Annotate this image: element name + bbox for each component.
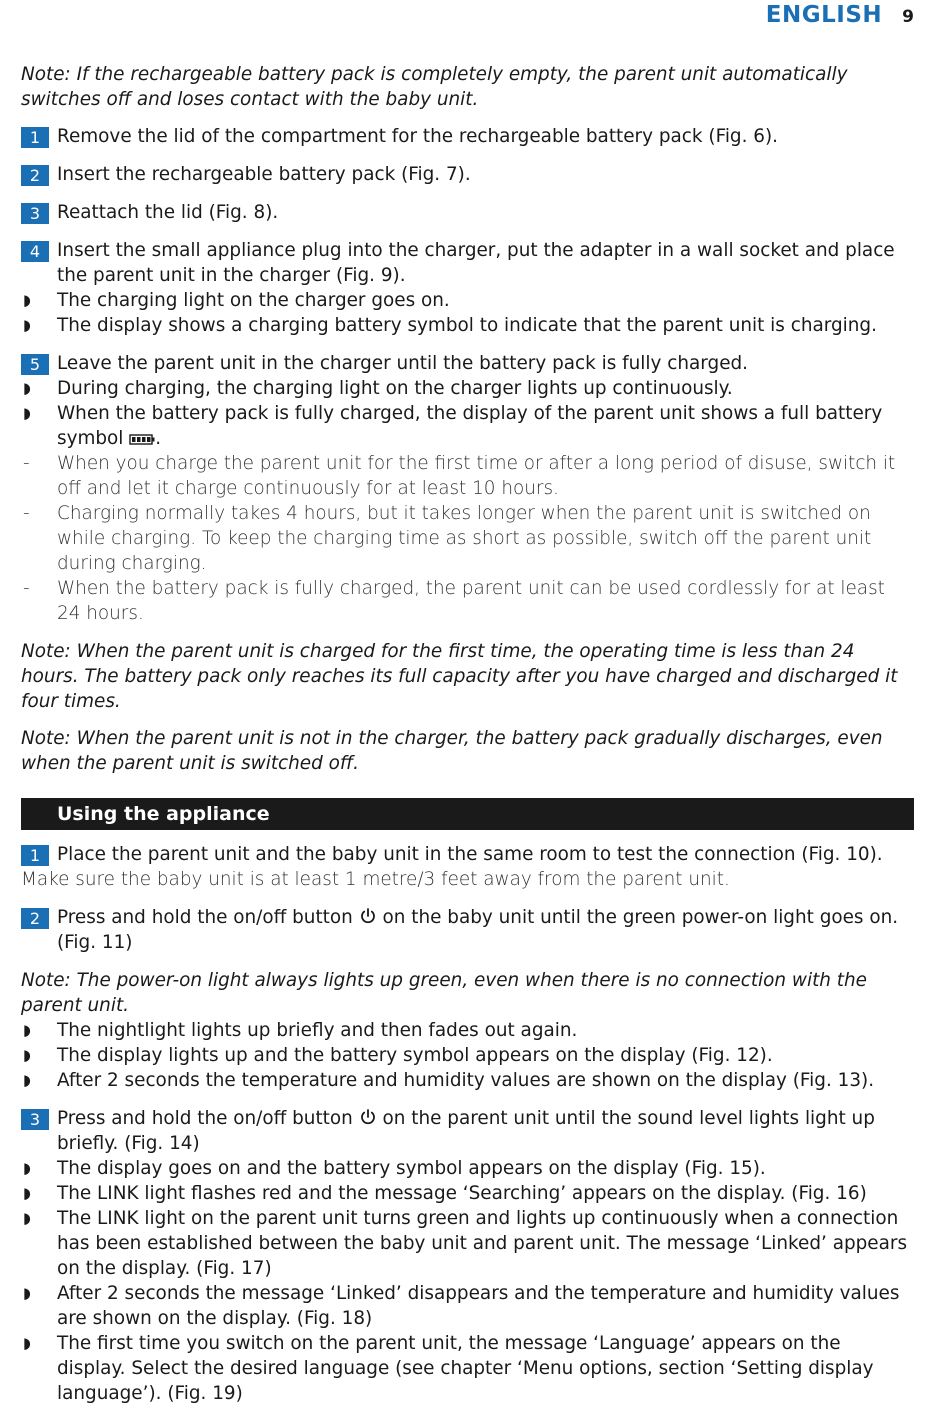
dash-marker: - — [23, 578, 30, 599]
step-number: 2 — [21, 165, 49, 186]
page-content — [21, 62, 914, 1406]
list-item — [21, 1206, 914, 1281]
step-3-reattach-lid — [21, 200, 914, 225]
step-5-leave-charging — [21, 351, 914, 376]
bullet-text: The display lights up and the battery symbol appears on the display (Fig. 12). — [57, 1045, 773, 1066]
triangle-bullet-icon: ◗ — [23, 316, 31, 334]
step-number: 1 — [21, 845, 49, 866]
step-text-cont: on the parent unit until the sound level lights light up briefly. (Fig. 14) — [57, 1108, 875, 1154]
step-text: Press and hold the on/off button — [57, 907, 353, 928]
step-text: Insert the rechargeable battery pack (Fig. 7). — [57, 164, 471, 185]
dash-text: When you charge the parent unit for the first time or after a long period of disuse, switch it off and let it charge continuously for at least 10 hours. — [57, 453, 896, 499]
step-number: 2 — [21, 908, 49, 929]
step-text: Press and hold the on/off button — [57, 1108, 353, 1129]
list-item — [21, 288, 914, 313]
list-item — [21, 1331, 914, 1406]
note-power-on-light: Note: The power-on light always lights up green, even when there is no connection with the parent unit. — [21, 970, 867, 1016]
note-battery-empty: Note: If the rechargeable battery pack is completely empty, the parent unit automatically switches off and loses contact with the baby unit. — [21, 64, 848, 110]
list-item — [21, 501, 914, 576]
section-heading: Using the appliance — [21, 798, 914, 830]
bullet-text: After 2 seconds the temperature and humidity values are shown on the display (Fig. 13). — [57, 1070, 875, 1091]
list-item — [21, 1156, 914, 1181]
triangle-bullet-icon: ◗ — [23, 291, 31, 309]
page-number: 9 — [902, 7, 914, 27]
triangle-bullet-icon: ◗ — [23, 1334, 31, 1352]
bullet-text: After 2 seconds the message ‘Linked’ disappears and the temperature and humidity values are shown on the display. (Fig. 18) — [57, 1283, 900, 1329]
list-item — [21, 1043, 914, 1068]
page-header — [766, 2, 914, 28]
step-text: Reattach the lid (Fig. 8). — [57, 202, 279, 223]
note-first-charge: Note: When the parent unit is charged for the first time, the operating time is less than 24 hours. The battery pack only reaches its full capacity after you have charged and discharged it four times. — [21, 641, 898, 712]
step-1-remove-lid — [21, 124, 914, 149]
step-4-charger — [21, 238, 914, 288]
bullet-text: The charging light on the charger goes on. — [57, 290, 450, 311]
dash-marker: - — [23, 453, 30, 474]
list-item — [21, 576, 914, 626]
step-extra-text: Make sure the baby unit is at least 1 metre/3 feet away from the parent unit. — [21, 869, 730, 890]
bullet-text: The nightlight lights up briefly and then fades out again. — [57, 1020, 578, 1041]
step-text-cont: on the baby unit until the green power-on light goes on. (Fig. 11) — [57, 907, 899, 953]
note-discharge: Note: When the parent unit is not in the charger, the battery pack gradually discharges, even when the parent unit is switched off. — [21, 728, 883, 774]
triangle-bullet-icon: ◗ — [23, 404, 31, 422]
triangle-bullet-icon: ◗ — [23, 1284, 31, 1302]
triangle-bullet-icon: ◗ — [23, 1159, 31, 1177]
triangle-bullet-icon: ◗ — [23, 379, 31, 397]
bullet-text: During charging, the charging light on the charger lights up continuously. — [57, 378, 733, 399]
list-item — [21, 451, 914, 501]
triangle-bullet-icon: ◗ — [23, 1209, 31, 1227]
bullet-text: The display shows a charging battery symbol to indicate that the parent unit is charging. — [57, 315, 877, 336]
step-text: Remove the lid of the compartment for the rechargeable battery pack (Fig. 6). — [57, 126, 779, 147]
use-step-2 — [21, 905, 914, 955]
step-number: 3 — [21, 203, 49, 224]
step-text: Leave the parent unit in the charger until the battery pack is fully charged. — [57, 353, 749, 374]
power-icon — [359, 907, 377, 925]
step-number: 3 — [21, 1109, 49, 1130]
bullet-text: The first time you switch on the parent unit, the message ‘Language’ appears on the display. Select the desired language (see chapter ‘Menu options, section ‘Setting display language’). (Fig. 19) — [57, 1333, 874, 1404]
bullet-text: The LINK light flashes red and the message ‘Searching’ appears on the display. (Fig. 16) — [57, 1183, 867, 1204]
triangle-bullet-icon: ◗ — [23, 1046, 31, 1064]
bullet-text: The LINK light on the parent unit turns green and lights up continuously when a connection has been established between the baby unit and parent unit. The message ‘Linked’ appears on the display. (Fig. 17) — [57, 1208, 908, 1279]
step-number: 4 — [21, 241, 49, 262]
power-icon — [359, 1108, 377, 1126]
list-item — [21, 1281, 914, 1331]
list-item — [21, 1068, 914, 1093]
list-item — [21, 376, 914, 401]
language-label: ENGLISH — [765, 2, 883, 28]
bullet-text-end: . — [155, 428, 162, 449]
bullet-text: When the battery pack is fully charged, the display of the parent unit shows a full battery symbol — [57, 403, 883, 449]
use-step-3 — [21, 1106, 914, 1156]
dash-text: When the battery pack is fully charged, the parent unit can be used cordlessly for at least 24 hours. — [57, 578, 885, 624]
dash-text: Charging normally takes 4 hours, but it takes longer when the parent unit is switched on while charging. To keep the charging time as short as possible, switch off the parent unit during charging. — [57, 503, 872, 574]
step-text: Place the parent unit and the baby unit in the same room to test the connection (Fig. 10). — [57, 844, 883, 865]
list-item — [21, 401, 914, 451]
list-item — [21, 1181, 914, 1206]
full-battery-icon — [129, 434, 155, 445]
list-item — [21, 1018, 914, 1043]
step-number: 5 — [21, 354, 49, 375]
use-step-1 — [21, 842, 914, 867]
list-item — [21, 313, 914, 338]
bullet-text: The display goes on and the battery symbol appears on the display (Fig. 15). — [57, 1158, 766, 1179]
dash-marker: - — [23, 503, 30, 524]
triangle-bullet-icon: ◗ — [23, 1021, 31, 1039]
step-text: Insert the small appliance plug into the charger, put the adapter in a wall socket and place the parent unit in the charger (Fig. 9). — [57, 240, 895, 286]
step-number: 1 — [21, 127, 49, 148]
triangle-bullet-icon: ◗ — [23, 1184, 31, 1202]
triangle-bullet-icon: ◗ — [23, 1071, 31, 1089]
step-2-insert-battery — [21, 162, 914, 187]
